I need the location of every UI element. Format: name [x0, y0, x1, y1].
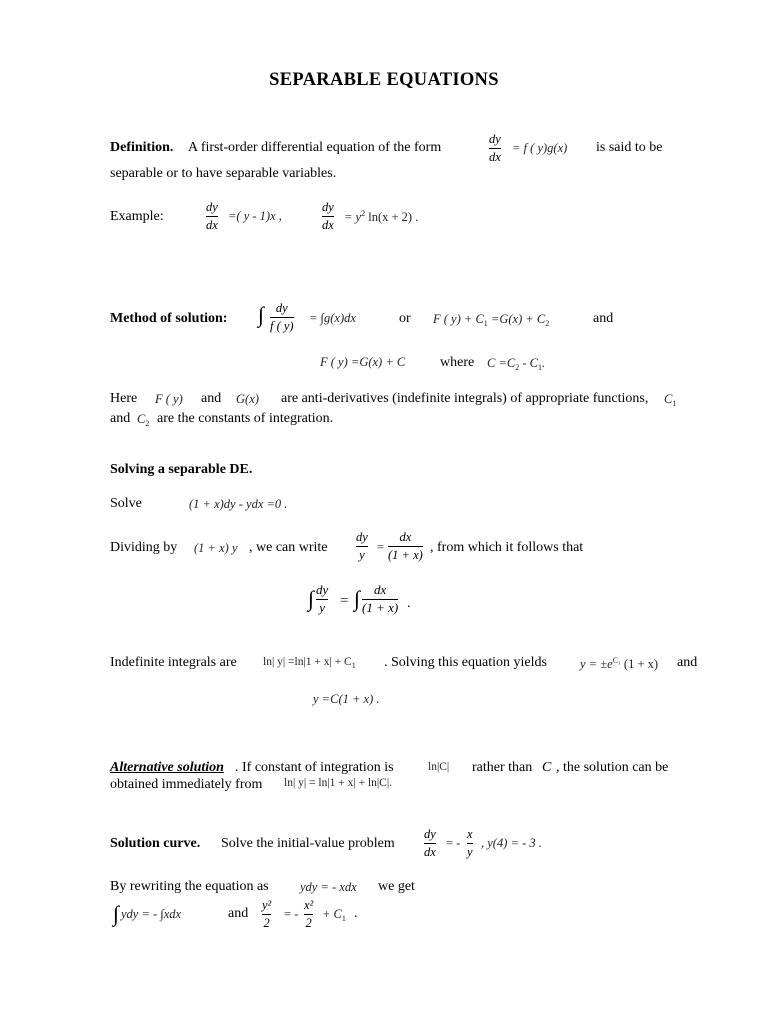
- method-rhs: = ∫g(x)dx: [309, 311, 356, 325]
- definition-text-end: is said to be: [596, 140, 663, 155]
- denominator: (1 + x): [388, 548, 423, 562]
- method-eq4: $C =C_2 - C_1$.: [487, 356, 546, 372]
- numerator: dy: [489, 132, 501, 146]
- here-and2: and: [110, 411, 131, 426]
- solving-heading: Solving a separable DE.: [110, 462, 253, 477]
- dividing-text: Dividing by: [110, 540, 178, 555]
- example1-fraction: [206, 200, 218, 232]
- denominator: 2: [263, 916, 270, 930]
- definition-text: A first-order differential equation of the form: [188, 140, 442, 155]
- integral-lhs-fraction: [316, 583, 328, 615]
- separated-rhs-fraction: [388, 530, 423, 562]
- numerator: dy: [275, 301, 288, 315]
- here-text3: are the constants of integration.: [157, 411, 334, 426]
- denominator: y: [319, 600, 326, 615]
- indef-expr: ln| $y| =\ln|1 + x| + C_1$: [263, 656, 356, 670]
- separated-lhs-fraction: [356, 530, 368, 562]
- alternative-label: Alternative solution: [110, 760, 224, 775]
- definition-rhs: = f ( y)g(x): [512, 141, 568, 155]
- numerator: y²: [262, 898, 272, 912]
- here-and: and: [201, 391, 222, 406]
- definition-label: Definition.: [110, 140, 174, 155]
- rewrite-integral: ydy = - ∫xdx: [121, 907, 182, 921]
- numerator: x²: [304, 898, 314, 912]
- numerator: dy: [206, 200, 218, 214]
- rewrite-expr: ydy = - xdx: [300, 880, 357, 894]
- rewrite-text2: we get: [378, 879, 415, 894]
- curve-condition: , y(4) = - 3 .: [481, 836, 542, 850]
- rewrite-rhs-fraction: [304, 898, 313, 930]
- denominator: dx: [206, 218, 218, 232]
- alternative-text2: rather than: [472, 760, 533, 775]
- denominator: y: [467, 845, 473, 859]
- curve-eq: = -: [446, 836, 461, 850]
- example1-rhs: =( y - 1)x ,: [228, 209, 282, 223]
- indef-and: and: [677, 655, 698, 670]
- definition-text-line2: separable or to have separable variables.: [110, 166, 337, 181]
- alternative-text3: , the solution can be: [556, 760, 669, 775]
- here-text: Here: [110, 391, 138, 406]
- equals-sign: =: [340, 593, 349, 609]
- alternative-text: . If constant of integration is: [235, 760, 394, 775]
- denominator: dx: [424, 845, 436, 859]
- rewrite-mid: = -: [284, 907, 299, 921]
- definition-fraction: [489, 132, 501, 164]
- integral-sign: ∫: [354, 586, 361, 611]
- method-or: or: [399, 311, 411, 326]
- alternative-expr: ln| y| = ln|1 + x| + ln|C|.: [284, 777, 393, 789]
- solve-label: Solve: [110, 496, 142, 511]
- example-label: Example:: [110, 209, 164, 224]
- canwrite-text: , we can write: [249, 540, 328, 555]
- rewrite-lhs-fraction: [262, 898, 271, 930]
- here-Fy: F ( y): [155, 392, 183, 406]
- method-lhs-fraction: [270, 301, 294, 333]
- denominator: dx: [322, 218, 334, 232]
- denominator: dx: [489, 150, 501, 164]
- here-C2: $C_2$: [137, 412, 150, 428]
- method-where: where: [440, 355, 475, 370]
- method-and: and: [593, 311, 614, 326]
- numerator: dy: [322, 200, 334, 214]
- curve-rhs-fraction: [467, 827, 473, 859]
- here-text2: are anti-derivatives (indefinite integrals) of appropriate functions,: [281, 391, 649, 406]
- indef-solution: $y = \pm e^{C_1}$ (1 + x): [580, 656, 659, 671]
- indef-text2: . Solving this equation yields: [384, 655, 547, 670]
- solve-equation: (1 + x)dy - ydx =0 .: [189, 497, 288, 511]
- alternative-lnC: ln|C|: [428, 761, 450, 773]
- integral-rhs-fraction: [362, 583, 398, 615]
- dividing-expr: (1 + x) y: [194, 541, 238, 555]
- curve-lhs-fraction: [424, 827, 436, 859]
- rewrite-and: and: [228, 906, 249, 921]
- denominator: (1 + x): [362, 600, 399, 615]
- indef-text: Indefinite integrals are: [110, 655, 237, 670]
- method-eq3: F ( y) =G(x) + C: [320, 355, 406, 369]
- page-title: SEPARABLE EQUATIONS: [269, 70, 499, 90]
- denominator: 2: [305, 916, 312, 930]
- here-C1: $C_1$: [664, 392, 677, 408]
- rewrite-text: By rewriting the equation as: [110, 879, 269, 894]
- equals-sign: =: [377, 540, 385, 554]
- here-Gx: G(x): [236, 392, 259, 406]
- method-label: Method of solution:: [110, 311, 228, 326]
- method-eq2: F ( $y) + C_1 =G(x) + C_2$: [433, 312, 550, 328]
- integral-sign: ∫: [113, 901, 120, 926]
- curve-text: Solve the initial-value problem: [221, 836, 395, 851]
- numerator: dy: [356, 530, 368, 544]
- integral-sign: ∫: [258, 302, 265, 327]
- denominator: y: [359, 548, 365, 562]
- rewrite-end: .: [354, 906, 358, 921]
- curve-label: Solution curve.: [110, 836, 201, 851]
- integral-sign: ∫: [308, 586, 315, 611]
- rewrite-tail: + $C_1$: [322, 907, 346, 923]
- alternative-C: C: [542, 760, 552, 775]
- example2-rhs: = $y^2$ ln(x + 2) .: [344, 209, 419, 224]
- alternative-text4: obtained immediately from: [110, 777, 263, 792]
- denominator: f ( y): [270, 319, 294, 333]
- follows-text: , from which it follows that: [430, 540, 584, 555]
- numerator: x: [467, 827, 473, 841]
- indef-final: y =C(1 + x) .: [313, 692, 380, 706]
- example2-fraction: [322, 200, 334, 232]
- numerator: dy: [424, 827, 436, 841]
- integral-end: .: [407, 596, 411, 611]
- numerator: dx: [399, 530, 412, 544]
- numerator: dy: [316, 582, 329, 597]
- numerator: dx: [373, 582, 387, 597]
